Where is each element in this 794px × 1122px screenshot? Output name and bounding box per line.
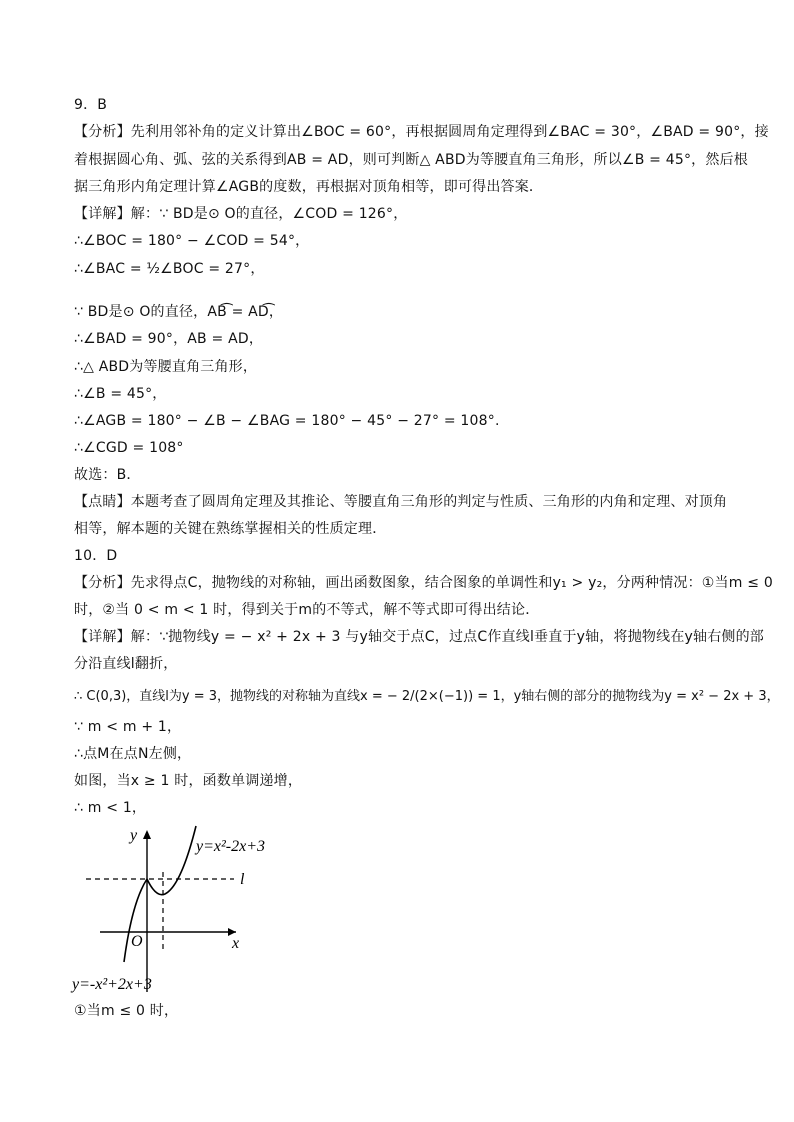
detail-10-line-2: 分沿直线l翻折， [74,656,178,672]
case-1-line: ①当m ≤ 0 时， [74,1003,179,1019]
analysis-line-1: 【分析】先利用邻补角的定义计算出∠BOC = 60°，再根据圆周角定理得到∠BAC = 30°，∠BAD = 90°，接 [74,124,769,140]
upper-curve-label: y=x²-2x+3 [196,838,266,855]
x-axis-label: x [232,935,240,952]
lower-curve-label: y=-x²+2x+3 [72,976,152,993]
question-10-answer: 10．D [74,548,118,564]
y-axis-arrow [143,830,151,839]
analysis-10-line-1: 【分析】先求得点C，抛物线的对称轴，画出函数图象，结合图象的单调性和y₁ > y₂，分两种情况：①当m ≤ 0 [74,575,773,591]
detail-line-1: 【详解】解：∵ BD是⊙ O的直径，∠COD = 126°， [74,206,408,222]
detail-line-6: ∴△ ABD为等腰直角三角形， [74,359,258,375]
detail-10-line-7: ∴ m < 1， [74,800,147,816]
choice-line: 故选：B． [74,467,141,483]
detail-10-line-3: ∴ C(0,3)，直线l为y = 3，抛物线的对称轴为直线x = − 2/(2×(−1)) = 1，y轴右侧的部分的抛物线为y = x² − 2x + 3， [74,689,780,704]
analysis-line-2: 着根据圆心角、弧、弦的关系得到AB = AD，则可判断△ ABD为等腰直角三角形，所以∠B = 45°，然后根 [74,152,748,168]
question-9-answer: 9．B [74,97,108,113]
detail-line-7: ∴∠B = 45°， [74,386,167,402]
analysis-10-line-2: 时，②当 0 < m < 1 时，得到关于m的不等式，解不等式即可得出结论． [74,602,540,618]
line-l-label: l [240,871,245,888]
detail-line-3: ∴∠BAC = ½∠BOC = 27°， [74,261,265,277]
detail-10-line-6: 如图，当x ≥ 1 时，函数单调递增， [74,773,303,789]
comment-line-2: 相等，解本题的关键在熟练掌握相关的性质定理． [74,521,387,537]
detail-10-line-5: ∴点M在点N左侧， [74,746,192,762]
detail-line-2: ∴∠BOC = 180° − ∠COD = 54°， [74,233,310,249]
detail-10-line-1: 【详解】解：∵抛物线y = − x² + 2x + 3 与y轴交于点C，过点C作直线l垂直于y轴，将抛物线在y轴右侧的部 [74,629,765,645]
origin-label: O [131,933,143,950]
detail-10-line-4: ∵ m < m + 1， [74,719,182,735]
analysis-line-3: 据三角形内角定理计算∠AGB的度数，再根据对顶角相等，即可得出答案． [74,179,544,195]
upper-parabola [147,826,196,895]
comment-line-1: 【点睛】本题考查了圆周角定理及其推论、等腰直角三角形的判定与性质、三角形的内角和定理、对顶角 [74,494,728,510]
detail-line-8: ∴∠AGB = 180° − ∠B − ∠BAG = 180° − 45° − 27° = 108°. [74,413,500,429]
detail-line-4: ∵ BD是⊙ O的直径，AB͡ = AD͡， [74,304,284,320]
parabola-graph [66,822,296,1002]
detail-line-9: ∴∠CGD = 108° [74,440,184,456]
y-axis-label: y [130,827,138,844]
detail-line-5: ∴∠BAD = 90°，AB = AD， [74,331,264,347]
